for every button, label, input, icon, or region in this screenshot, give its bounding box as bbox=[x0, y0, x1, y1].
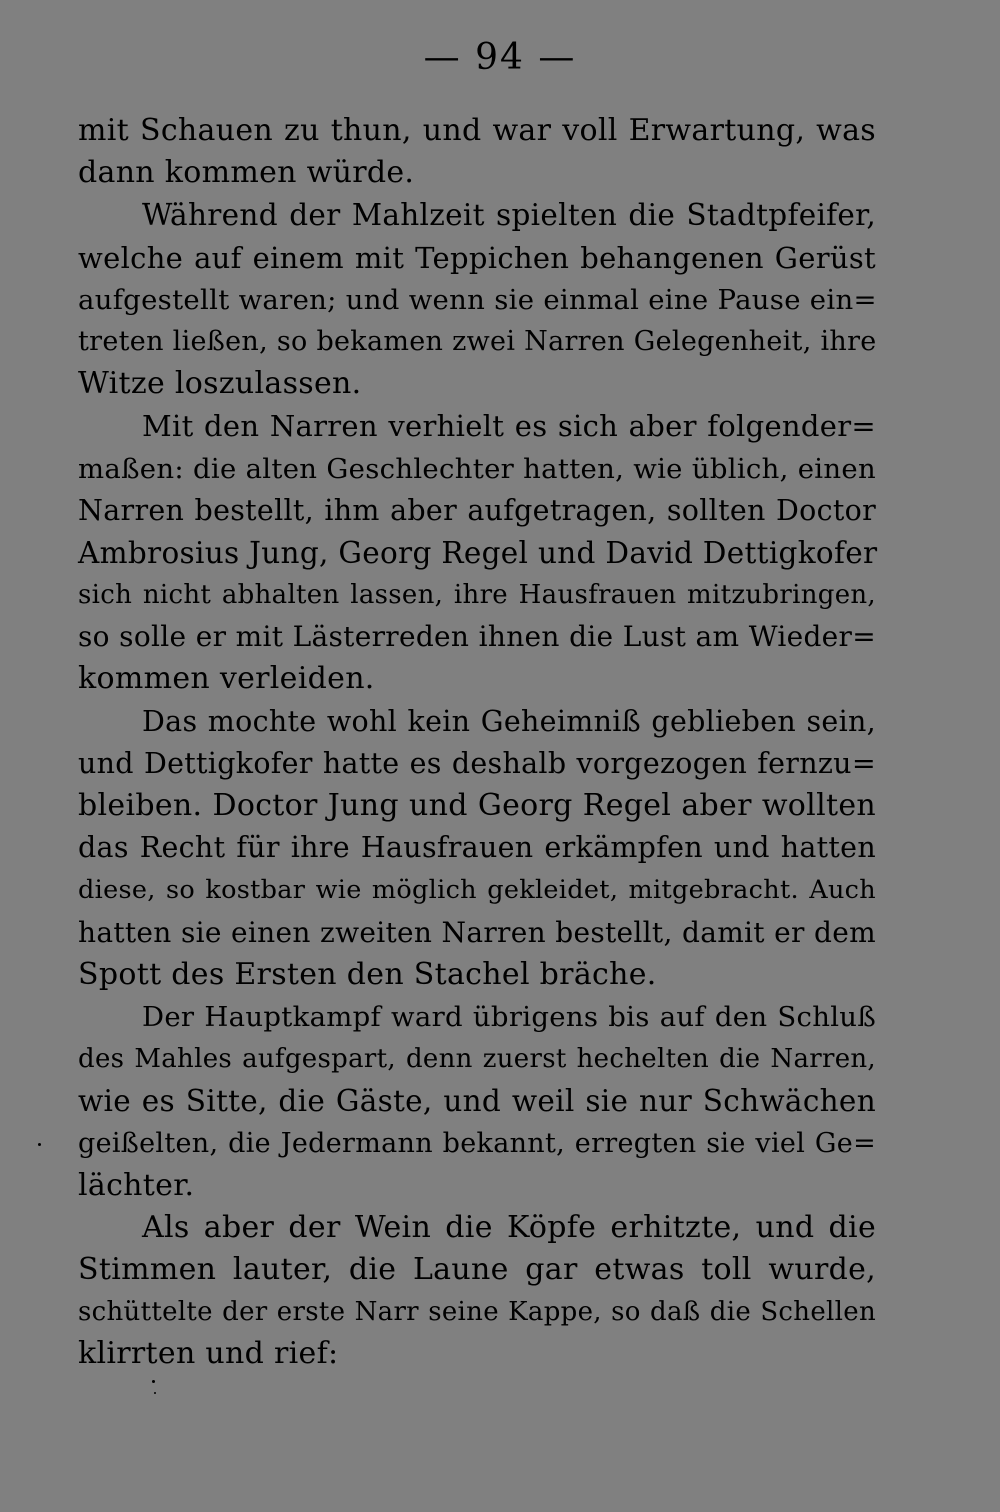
text-line: so solle er mit Lästerreden ihnen die Lust am Wieder= bbox=[78, 620, 876, 654]
print-speck bbox=[154, 1392, 156, 1394]
text-line: Während der Mahlzeit spielten die Stadtpfeifer, bbox=[142, 198, 876, 233]
text-line: treten ließen, so bekamen zwei Narren Gelegenheit, ihre bbox=[78, 325, 877, 357]
text-line: Witze loszulassen. bbox=[78, 366, 362, 402]
text-line: bleiben. Doctor Jung und Georg Regel aber wollten bbox=[78, 788, 876, 823]
text-line: wie es Sitte, die Gäste, und weil sie nur Schwächen bbox=[78, 1084, 876, 1119]
text-line: hatten sie einen zweiten Narren bestellt, damit er dem bbox=[78, 915, 876, 949]
text-line: sich nicht abhalten lassen, ihre Hausfrauen mitzubringen, bbox=[78, 580, 876, 611]
text-line: das Recht für ihre Hausfrauen erkämpfen und hatten bbox=[78, 831, 876, 865]
text-line: dann kommen würde. bbox=[78, 155, 415, 191]
text-line: lächter. bbox=[78, 1167, 195, 1203]
text-line: geißelten, die Jedermann bekannt, erregten sie viel Ge= bbox=[78, 1127, 876, 1159]
text-line: Das mochte wohl kein Geheimniß geblieben sein, bbox=[142, 704, 876, 738]
text-line: diese, so kostbar wie möglich gekleidet, mitgebracht. Auch bbox=[78, 875, 876, 906]
text-line: und Dettigkofer hatte es deshalb vorgezogen fernzu= bbox=[78, 746, 876, 780]
text-line: Mit den Narren verhielt es sich aber folgender= bbox=[142, 409, 876, 444]
text-line: welche auf einem mit Teppichen behangenen Gerüst bbox=[78, 240, 876, 275]
text-line: maßen: die alten Geschlechter hatten, wie üblich, einen bbox=[78, 452, 876, 485]
print-speck bbox=[152, 1380, 155, 1383]
text-line: Ambrosius Jung, Georg Regel und David Dettigkofer bbox=[78, 535, 878, 570]
text-line: Stimmen lauter, die Laune gar etwas toll wurde, bbox=[78, 1252, 876, 1288]
text-line: kommen verleiden. bbox=[78, 661, 375, 697]
text-line: schüttelte der erste Narr seine Kappe, so daß die Schellen bbox=[78, 1297, 876, 1328]
print-speck bbox=[38, 1143, 41, 1146]
text-line: Narren bestellt, ihm aber aufgetragen, sollten Doctor bbox=[78, 493, 876, 527]
text-line: klirrten und rief: bbox=[78, 1336, 339, 1372]
text-line: Der Hauptkampf ward übrigens bis auf den Schluß bbox=[142, 1000, 876, 1033]
body-text bbox=[78, 110, 876, 1376]
text-line: des Mahles aufgespart, denn zuerst hechelten die Narren, bbox=[78, 1044, 876, 1075]
text-line: aufgestellt waren; und wenn sie einmal eine Pause ein= bbox=[78, 283, 877, 316]
text-line: mit Schauen zu thun, und war voll Erwartung, was bbox=[78, 113, 876, 148]
page-number: — 94 — bbox=[423, 37, 577, 78]
text-line: Als aber der Wein die Köpfe erhitzte, und die bbox=[142, 1209, 876, 1245]
text-line: Spott des Ersten den Stachel bräche. bbox=[78, 956, 657, 992]
